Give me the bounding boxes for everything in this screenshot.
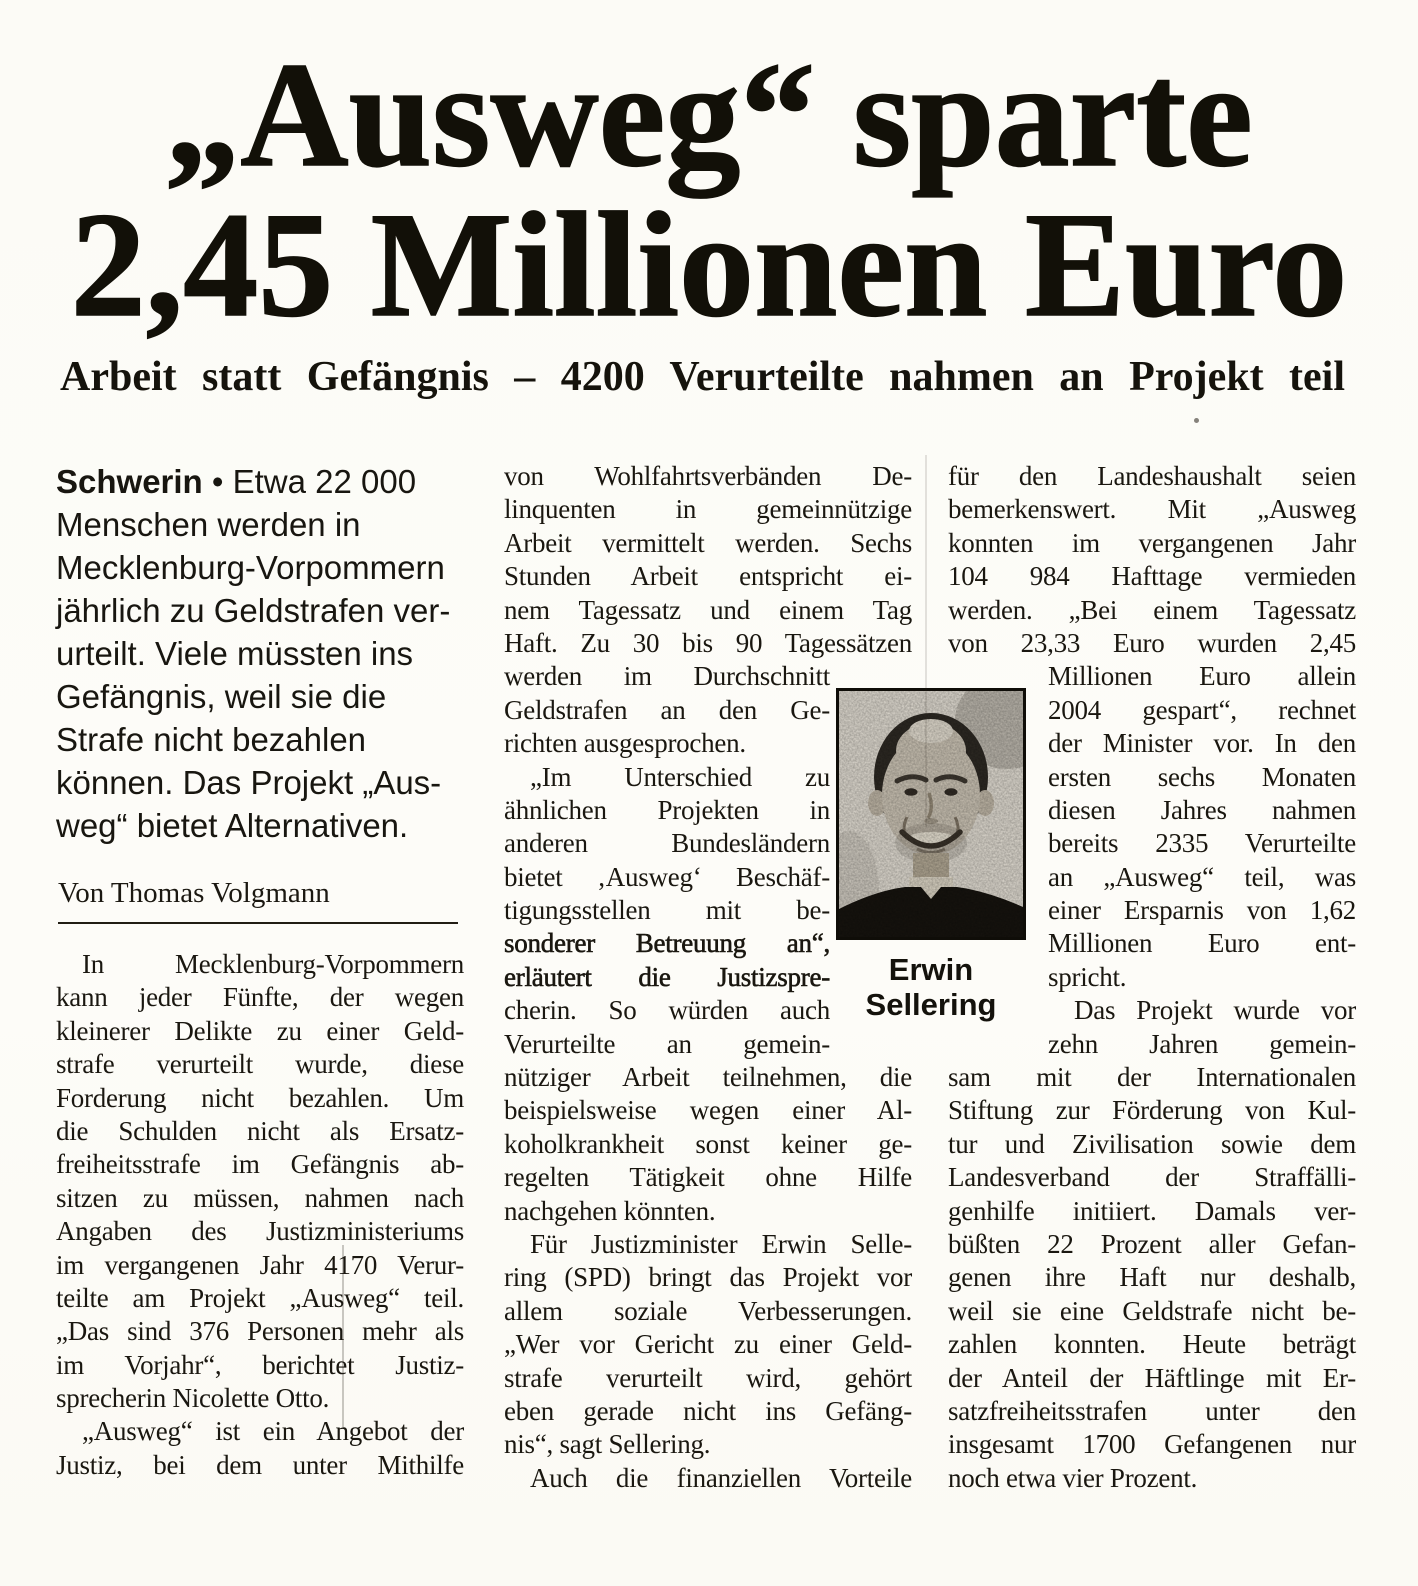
text-line: „Ausweg“ ist ein Angebot der bbox=[82, 1416, 464, 1447]
text-line: konnten im vergangenen Jahr bbox=[948, 527, 1356, 558]
headline-line-2: 2,45 Millionen Euro bbox=[70, 182, 1348, 348]
text-line: tur und Zivilisation sowie dem bbox=[948, 1128, 1356, 1159]
text-line: insgesamt 1700 Gefangenen nur bbox=[948, 1429, 1356, 1460]
lead-lines bbox=[56, 503, 464, 847]
text-line: Gefängnis, weil sie die bbox=[56, 678, 387, 715]
text-line: büßten 22 Prozent aller Gefan- bbox=[948, 1228, 1356, 1259]
text-line: Arbeit vermittelt werden. Sechs bbox=[504, 527, 912, 558]
text-line: zehn Jahren gemein- bbox=[1048, 1028, 1356, 1059]
text-line: bereits 2335 Verurteilte bbox=[1048, 828, 1356, 859]
text-line: teilte am Projekt „Ausweg“ teil. bbox=[56, 1282, 464, 1313]
text-line: an „Ausweg“ teil, was bbox=[1048, 861, 1356, 892]
text-line: kann jeder Fünfte, der wegen bbox=[56, 982, 464, 1013]
text-line: Menschen werden in bbox=[56, 506, 361, 543]
text-line: Strafe nicht bezahlen bbox=[56, 721, 367, 758]
text-line: „Wer vor Gericht zu einer Geld- bbox=[504, 1329, 912, 1360]
text-line: Das Projekt wurde vor bbox=[1074, 995, 1356, 1026]
text-line: linquenten in gemeinnützige bbox=[504, 494, 912, 525]
text-line: satzfreiheitsstrafen unter den bbox=[948, 1395, 1356, 1426]
text-line: Millionen Euro ent- bbox=[1048, 928, 1356, 959]
text-line: „Das sind 376 Personen mehr als bbox=[56, 1316, 464, 1347]
text-line: zahlen konnten. Heute beträgt bbox=[948, 1329, 1356, 1360]
text-line: diesen Jahres nahmen bbox=[1048, 794, 1356, 825]
photo-erwin-sellering bbox=[836, 688, 1026, 940]
text-line: richten ausgesprochen. bbox=[504, 728, 746, 759]
text-line: können. Das Projekt „Aus- bbox=[56, 764, 442, 801]
text-line: werden im Durchschnitt bbox=[504, 661, 830, 692]
text-line: von 23,33 Euro wurden 2,45 bbox=[948, 627, 1356, 658]
text-line: für den Landeshaushalt seien bbox=[948, 461, 1356, 491]
text-line: 104 984 Hafttage vermieden bbox=[948, 561, 1356, 592]
text-line: regelten Tätigkeit ohne Hilfe bbox=[504, 1162, 912, 1193]
text-line: 2004 gespart“, rechnet bbox=[1048, 694, 1356, 725]
dateline bbox=[56, 460, 464, 503]
photo-caption bbox=[836, 952, 1026, 1022]
text-line: ring (SPD) bringt das Projekt vor bbox=[504, 1262, 912, 1293]
dateline-rest: • Etwa 22 000 bbox=[202, 463, 417, 500]
text-line: der Anteil der Häftlinge mit Er- bbox=[948, 1362, 1356, 1393]
lead-paragraph bbox=[56, 460, 464, 847]
text-line: Landesverband der Straffälli- bbox=[948, 1162, 1356, 1193]
text-line: Geldstrafen an den Ge- bbox=[504, 694, 830, 725]
text-line: eben gerade nicht ins Gefäng- bbox=[504, 1395, 912, 1426]
text-line: weg“ bietet Alternativen. bbox=[56, 807, 409, 844]
dateline-location: Schwerin bbox=[56, 463, 203, 500]
column-1-body bbox=[56, 948, 464, 1482]
text-line: Stiftung zur Förderung von Kul- bbox=[948, 1095, 1356, 1126]
text-line: Millionen Euro allein bbox=[1048, 661, 1356, 692]
text-line: spricht. bbox=[1048, 961, 1127, 992]
scan-artifact-speck bbox=[1194, 418, 1199, 423]
headline-line-1: „Ausweg“ sparte bbox=[165, 32, 1253, 198]
text-line: werden. „Bei einem Tagessatz bbox=[948, 594, 1356, 625]
text-line: sonderer Betreuung an“, bbox=[504, 928, 830, 959]
text-line: freiheitsstrafe im Gefängnis ab- bbox=[56, 1149, 464, 1180]
film-grain-overlay bbox=[839, 691, 1023, 937]
text-line: kleinerer Delikte zu einer Geld- bbox=[56, 1015, 464, 1046]
text-line: Forderung nicht bezahlen. Um bbox=[56, 1082, 464, 1113]
text-line: cherin. So würden auch bbox=[504, 995, 830, 1026]
byline bbox=[58, 876, 458, 924]
headline bbox=[0, 32, 1418, 348]
text-line: strafe verurteilt wird, gehört bbox=[504, 1362, 912, 1393]
text-line: jährlich zu Geldstrafen ver- bbox=[56, 592, 451, 629]
text-line: nachgehen könnten. bbox=[504, 1195, 716, 1226]
text-line: sam mit der Internationalen bbox=[948, 1062, 1356, 1093]
text-line: Verurteilte an gemein- bbox=[504, 1028, 830, 1059]
text-line: Auch die finanziellen Vorteile bbox=[530, 1462, 912, 1493]
text-line: die Schulden nicht als Ersatz- bbox=[56, 1115, 464, 1146]
text-line: im Vorjahr“, berichtet Justiz- bbox=[56, 1349, 464, 1380]
text-line: ersten sechs Monaten bbox=[1048, 761, 1356, 792]
text-line: koholkrankheit sonst keiner ge- bbox=[504, 1128, 912, 1159]
text-line: weil sie eine Geldstrafe nicht be- bbox=[948, 1295, 1356, 1326]
text-line: Für Justizminister Erwin Selle- bbox=[530, 1228, 912, 1259]
text-line: einer Ersparnis von 1,62 bbox=[1048, 895, 1356, 926]
text-line: anderen Bundesländern bbox=[504, 828, 830, 859]
text-line: bemerkenswert. Mit „Ausweg bbox=[948, 494, 1356, 525]
text-line: nis“, sagt Sellering. bbox=[504, 1429, 711, 1460]
text-line: Justiz, bei dem unter Mithilfe bbox=[56, 1449, 464, 1480]
text-line: von Wohlfahrtsverbänden De- bbox=[504, 461, 912, 491]
text-line: erläutert die Justizspre- bbox=[504, 961, 830, 992]
text-line: Erwin bbox=[888, 952, 974, 987]
text-line: sitzen zu müssen, nahmen nach bbox=[56, 1182, 464, 1213]
text-line: beispielsweise wegen einer Al- bbox=[504, 1095, 912, 1126]
text-line: im vergangenen Jahr 4170 Verur- bbox=[56, 1249, 464, 1280]
text-line: strafe verurteilt wurde, diese bbox=[56, 1049, 464, 1080]
text-line: urteilt. Viele müssten ins bbox=[56, 635, 414, 672]
text-line: genhilfe initiiert. Damals ver- bbox=[948, 1195, 1356, 1226]
text-line: Mecklenburg-Vorpommern bbox=[56, 549, 445, 586]
subtitle: Arbeit statt Gefängnis – 4200 Verurteilte nahmen an Projekt teil bbox=[60, 354, 1345, 400]
text-line: der Minister vor. In den bbox=[1048, 728, 1356, 759]
text-line: Stunden Arbeit entspricht ei- bbox=[504, 561, 912, 592]
text-line: Haft. Zu 30 bis 90 Tagessätzen bbox=[504, 627, 912, 658]
portrait-photo-svg bbox=[839, 691, 1023, 937]
byline-text: Von Thomas Volgmann bbox=[58, 877, 330, 909]
text-line: tigungsstellen mit be- bbox=[504, 895, 830, 926]
text-line: Sellering bbox=[865, 987, 997, 1022]
text-line: „Im Unterschied zu bbox=[530, 761, 830, 792]
text-line: nütziger Arbeit teilnehmen, die bbox=[504, 1062, 912, 1093]
text-line: nem Tagessatz und einem Tag bbox=[504, 594, 912, 625]
text-line: Angaben des Justizministeriums bbox=[56, 1216, 464, 1247]
text-line: ähnlichen Projekten in bbox=[504, 794, 830, 825]
text-line: bietet ‚Ausweg‘ Beschäf- bbox=[504, 861, 830, 892]
text-line: In Mecklenburg-Vorpommern bbox=[82, 949, 464, 979]
text-line: noch etwa vier Prozent. bbox=[948, 1462, 1198, 1493]
text-line: genen ihre Haft nur deshalb, bbox=[948, 1262, 1356, 1293]
text-line: allem soziale Verbesserungen. bbox=[504, 1295, 912, 1326]
text-line: sprecherin Nicolette Otto. bbox=[56, 1383, 330, 1414]
